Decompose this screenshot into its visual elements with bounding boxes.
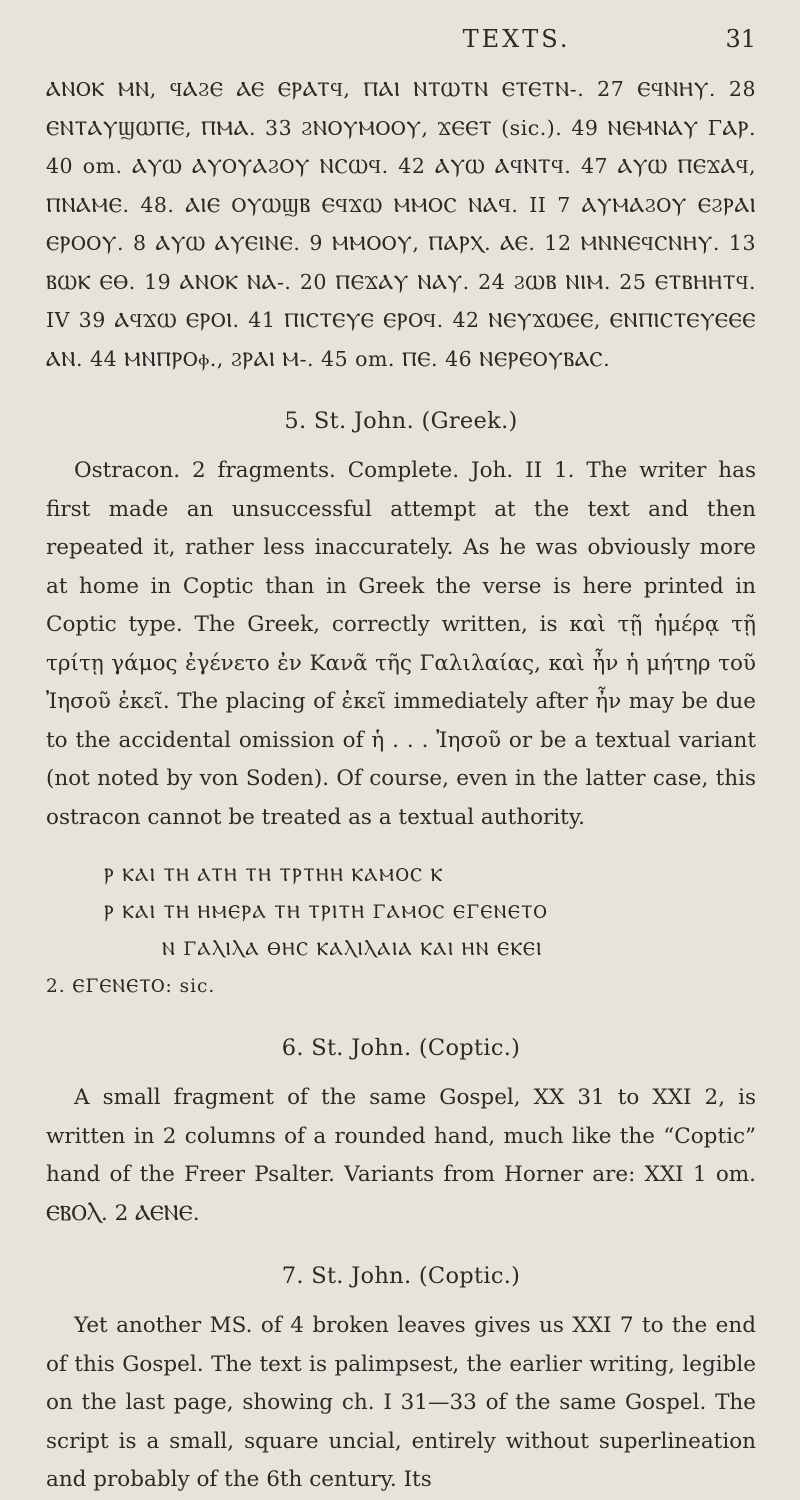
coptic-variants-paragraph: ⲀⲚⲞⲔ ⲘⲚ, ϤⲀϨⲈ ⲀⲈ ⲈⲢⲀⲦϤ, ⲠⲀⲒ ⲚⲦⲰⲦⲚ ⲈⲦⲈⲦⲚ-. 27 ⲈϤⲚⲎⲨ. 28 ⲈⲚⲦⲀⲨϢⲰⲠⲈ, ⲠⲘⲀ. 33 ϨⲚⲞⲨⲘⲞⲞⲨ, ϪⲈⲈⲦ (sic.). 49 ⲚⲈⲘⲚⲀⲨ ΓⲀⲢ. 40 om. ⲀⲨⲰ ⲀⲨⲞⲨⲀϨⲞⲨ ⲚⲤⲰϤ. 42 ⲀⲨⲰ ⲀϤⲚⲦϤ. 47 ⲀⲨⲰ ⲠⲈϪⲀϤ, ⲠⲚⲀⲘⲈ. 48. ⲀⲒⲈ ⲞⲨⲰϢⲂ ⲈϤϪⲰ ⲘⲘⲞⲤ ⲚⲀϤ. II 7 ⲀⲨⲘⲀϨⲞⲨ ⲈϨⲢⲀⲒ ⲈⲢⲞⲞⲨ. 8 ⲀⲨⲰ ⲀⲨⲈⲒⲚⲈ. 9 ⲘⲘⲞⲞⲨ, ⲠⲀⲢⲬ. ⲀⲈ. 12 ⲘⲚⲚⲈϤⲤⲚⲎⲨ. 13 ⲂⲰⲔ ⲈⲐ. 19 ⲀⲚⲞⲔ ⲚⲀ-. 20 ⲠⲈϪⲀⲨ ⲚⲀⲨ. 24 ϨⲰⲂ ⲚⲒⲘ. 25 ⲈⲦⲂⲎⲎⲦϤ. IV 39 ⲀϤϪⲰ ⲈⲢⲞⲒ. 41 ⲠⲒⲤⲦⲈⲨⲈ ⲈⲢⲞϤ. 42 ⲚⲈⲨϪⲰⲈⲈ, ⲈⲚⲠⲒⲤⲦⲈⲨⲈⲈⲈ ⲀⲚ. 44 ⲘⲚⲠⲢⲞⲫ., ϨⲢⲀⲒ Ⲙ-. 45 om. ⲠⲈ. 46 ⲚⲈⲢⲈⲞⲨⲂⲀⲤ. [46,77,756,371]
running-head [46,16,756,62]
ostracon-line: Ⲛ ΓⲀⲖⲒⲖⲀ ⲐⲎⲤ ⲔⲀⲖⲒⲖⲀⲒⲀ ⲔⲀⲒ ⲎⲚ ⲈⲔⲈⲒ [162,939,543,960]
ostracon-transcription [46,857,756,1005]
ostracon-line: Ⲣ ⲔⲀⲒ ⲦⲎ ⲀⲦⲎ ⲦⲎ ⲦⲢⲦⲎⲎ ⲔⲀⲘⲞⲤ Ⲕ [104,865,444,886]
section-6-heading: 6. St. John. (Coptic.) [281,1035,521,1061]
section-7-paragraph: Yet another MS. of 4 broken leaves gives us XXI 7 to the end of this Gospel. The text is palimpsest, the earlier writing, legible on the last page, showing ch. I 31—33 of the same Gospel. The script is a small, square uncial, entirely without superlineation and probably of the 6th century. Its [46,1313,756,1492]
ostracon-line: Ⲣ ⲔⲀⲒ ⲦⲎ ⲎⲘⲈⲢⲀ ⲦⲎ ⲦⲢⲒⲦⲎ ΓⲀⲘⲞⲤ ⲈΓⲈⲚⲈⲦⲞ [104,902,549,923]
running-title: TEXTS. [462,25,571,53]
page-number: 31 [725,25,756,53]
section-6-paragraph: A small fragment of the same Gospel, XX 31 to XXI 2, is written in 2 columns of a rounded hand, much like the “Coptic” hand of the Freer Psalter. Variants from Horner are: XXI 1 om. ⲈⲂⲞⲖ. 2 ⲀⲈⲚⲈ. [46,1085,756,1226]
ostracon-note: 2. ⲈΓⲈⲚⲈⲦⲞ: sic. [46,976,216,997]
section-5-paragraph: Ostracon. 2 fragments. Complete. Joh. II 1. The writer has first made an unsuccessful attempt at the text and then repeated it, rather less inaccurately. As he was obviously more at home in Coptic than in Greek the verse is here printed in Coptic type. The Greek, correctly written, is καὶ τῇ ἡμέρᾳ τῇ τρίτῃ γάμος ἐγένετο ἐν Κανᾶ τῆς Γαλιλαίας, καὶ ἦν ἡ μήτηρ τοῦ Ἰησοῦ ἐκεῖ. The placing of ἐκεῖ immediately after ἦν may be due to the accidental omission of ἡ . . . Ἰησοῦ or be a textual variant (not noted by von Soden). Of course, even in the latter case, this ostracon cannot be treated as a textual authority. [46,458,756,830]
section-5-heading: 5. St. John. (Greek.) [284,408,518,434]
section-7-heading: 7. St. John. (Coptic.) [281,1263,521,1289]
